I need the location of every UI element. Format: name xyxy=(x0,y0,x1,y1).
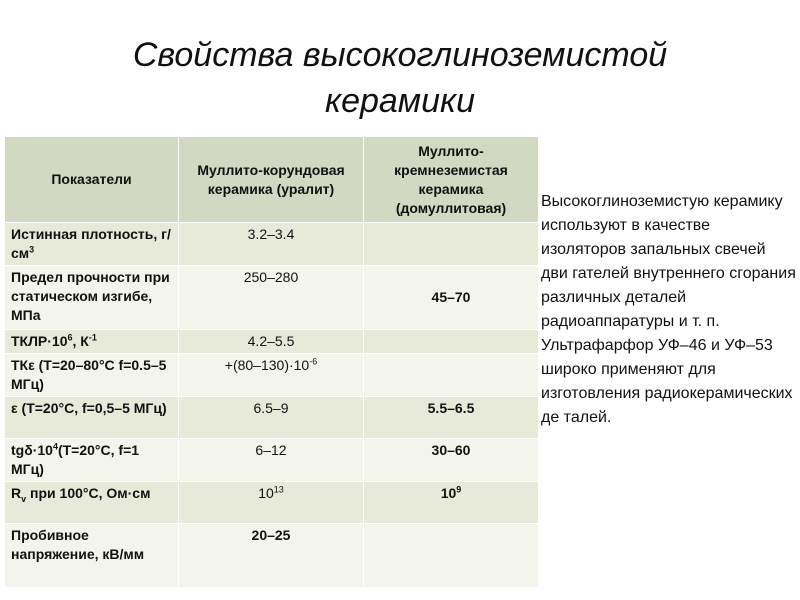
value-cell-mullite-silica: 30–60 xyxy=(364,439,539,482)
param-cell: $R_v$ при 100°С, Ом·см xyxy=(5,482,179,524)
param-cell: ТКε (Т=20–80°С f=0.5–5 МГц) xyxy=(5,354,179,397)
param-cell: Пробивное напряжение, кВ/мм xyxy=(5,524,179,588)
value-cell-mullite-corundum: 250–280 xyxy=(179,266,364,330)
value-cell-mullite-corundum: 3.2–3.4 xyxy=(179,223,364,266)
param-cell: Истинная плотность, $г/см^3$ xyxy=(5,223,179,266)
table-header-row xyxy=(5,137,539,223)
column-header-parameters: Показатели xyxy=(5,137,179,223)
table-row xyxy=(5,223,539,266)
column-header-mullite-corundum: Муллито-корундовая керамика (уралит) xyxy=(179,137,364,223)
value-cell-mullite-corundum: 6–12 xyxy=(179,439,364,482)
value-cell-mullite-corundum: 4.2–5.5 xyxy=(179,330,364,354)
properties-table xyxy=(4,136,539,588)
param-cell: $ТКЛР\cdot 10^6$, $К^{-1}$ xyxy=(5,330,179,354)
table-row xyxy=(5,524,539,588)
value-cell-mullite-silica xyxy=(364,524,539,588)
table-row xyxy=(5,330,539,354)
value-cell-mullite-silica xyxy=(364,330,539,354)
side-description: Высокоглиноземистую керамику используют в качестве изоляторов запальных свечей дви гателей внутреннего сгорания различных деталей радиоаппаратуры и т. п. Ультрафарфор УФ–46 и УФ–53 широко применяют для изготовления радиокерамических де талей. xyxy=(541,193,796,426)
value-cell-mullite-silica: 45–70 xyxy=(364,266,539,330)
page-title: Свойства высокоглиноземистой керамики xyxy=(132,36,668,120)
table-row xyxy=(5,482,539,524)
value-cell-mullite-corundum: 6.5–9 xyxy=(179,397,364,439)
value-cell-mullite-silica: 5.5–6.5 xyxy=(364,397,539,439)
value-cell-mullite-silica xyxy=(364,223,539,266)
column-header-mullite-silica: Муллито-кремнеземистая керамика (домуллитовая) xyxy=(364,137,539,223)
value-cell-mullite-silica xyxy=(364,354,539,397)
table-row xyxy=(5,439,539,482)
value-cell-mullite-corundum: $10^{13}$ xyxy=(179,482,364,524)
param-cell: Предел прочности при статическом изгибе, МПа xyxy=(5,266,179,330)
table-row xyxy=(5,266,539,330)
value-cell-mullite-corundum: 20–25 xyxy=(179,524,364,588)
value-cell-mullite-silica: $10^9$ xyxy=(364,482,539,524)
param-cell: ε (Т=20°С, f=0,5–5 МГц) xyxy=(5,397,179,439)
param-cell: $tg\delta\cdot 10^4(Т=20^\circ С$, f=1 МГц) xyxy=(5,439,179,482)
table-row xyxy=(5,354,539,397)
value-cell-mullite-corundum: $+(80-130)\cdot 10^{-6}$ xyxy=(179,354,364,397)
table-row xyxy=(5,397,539,439)
